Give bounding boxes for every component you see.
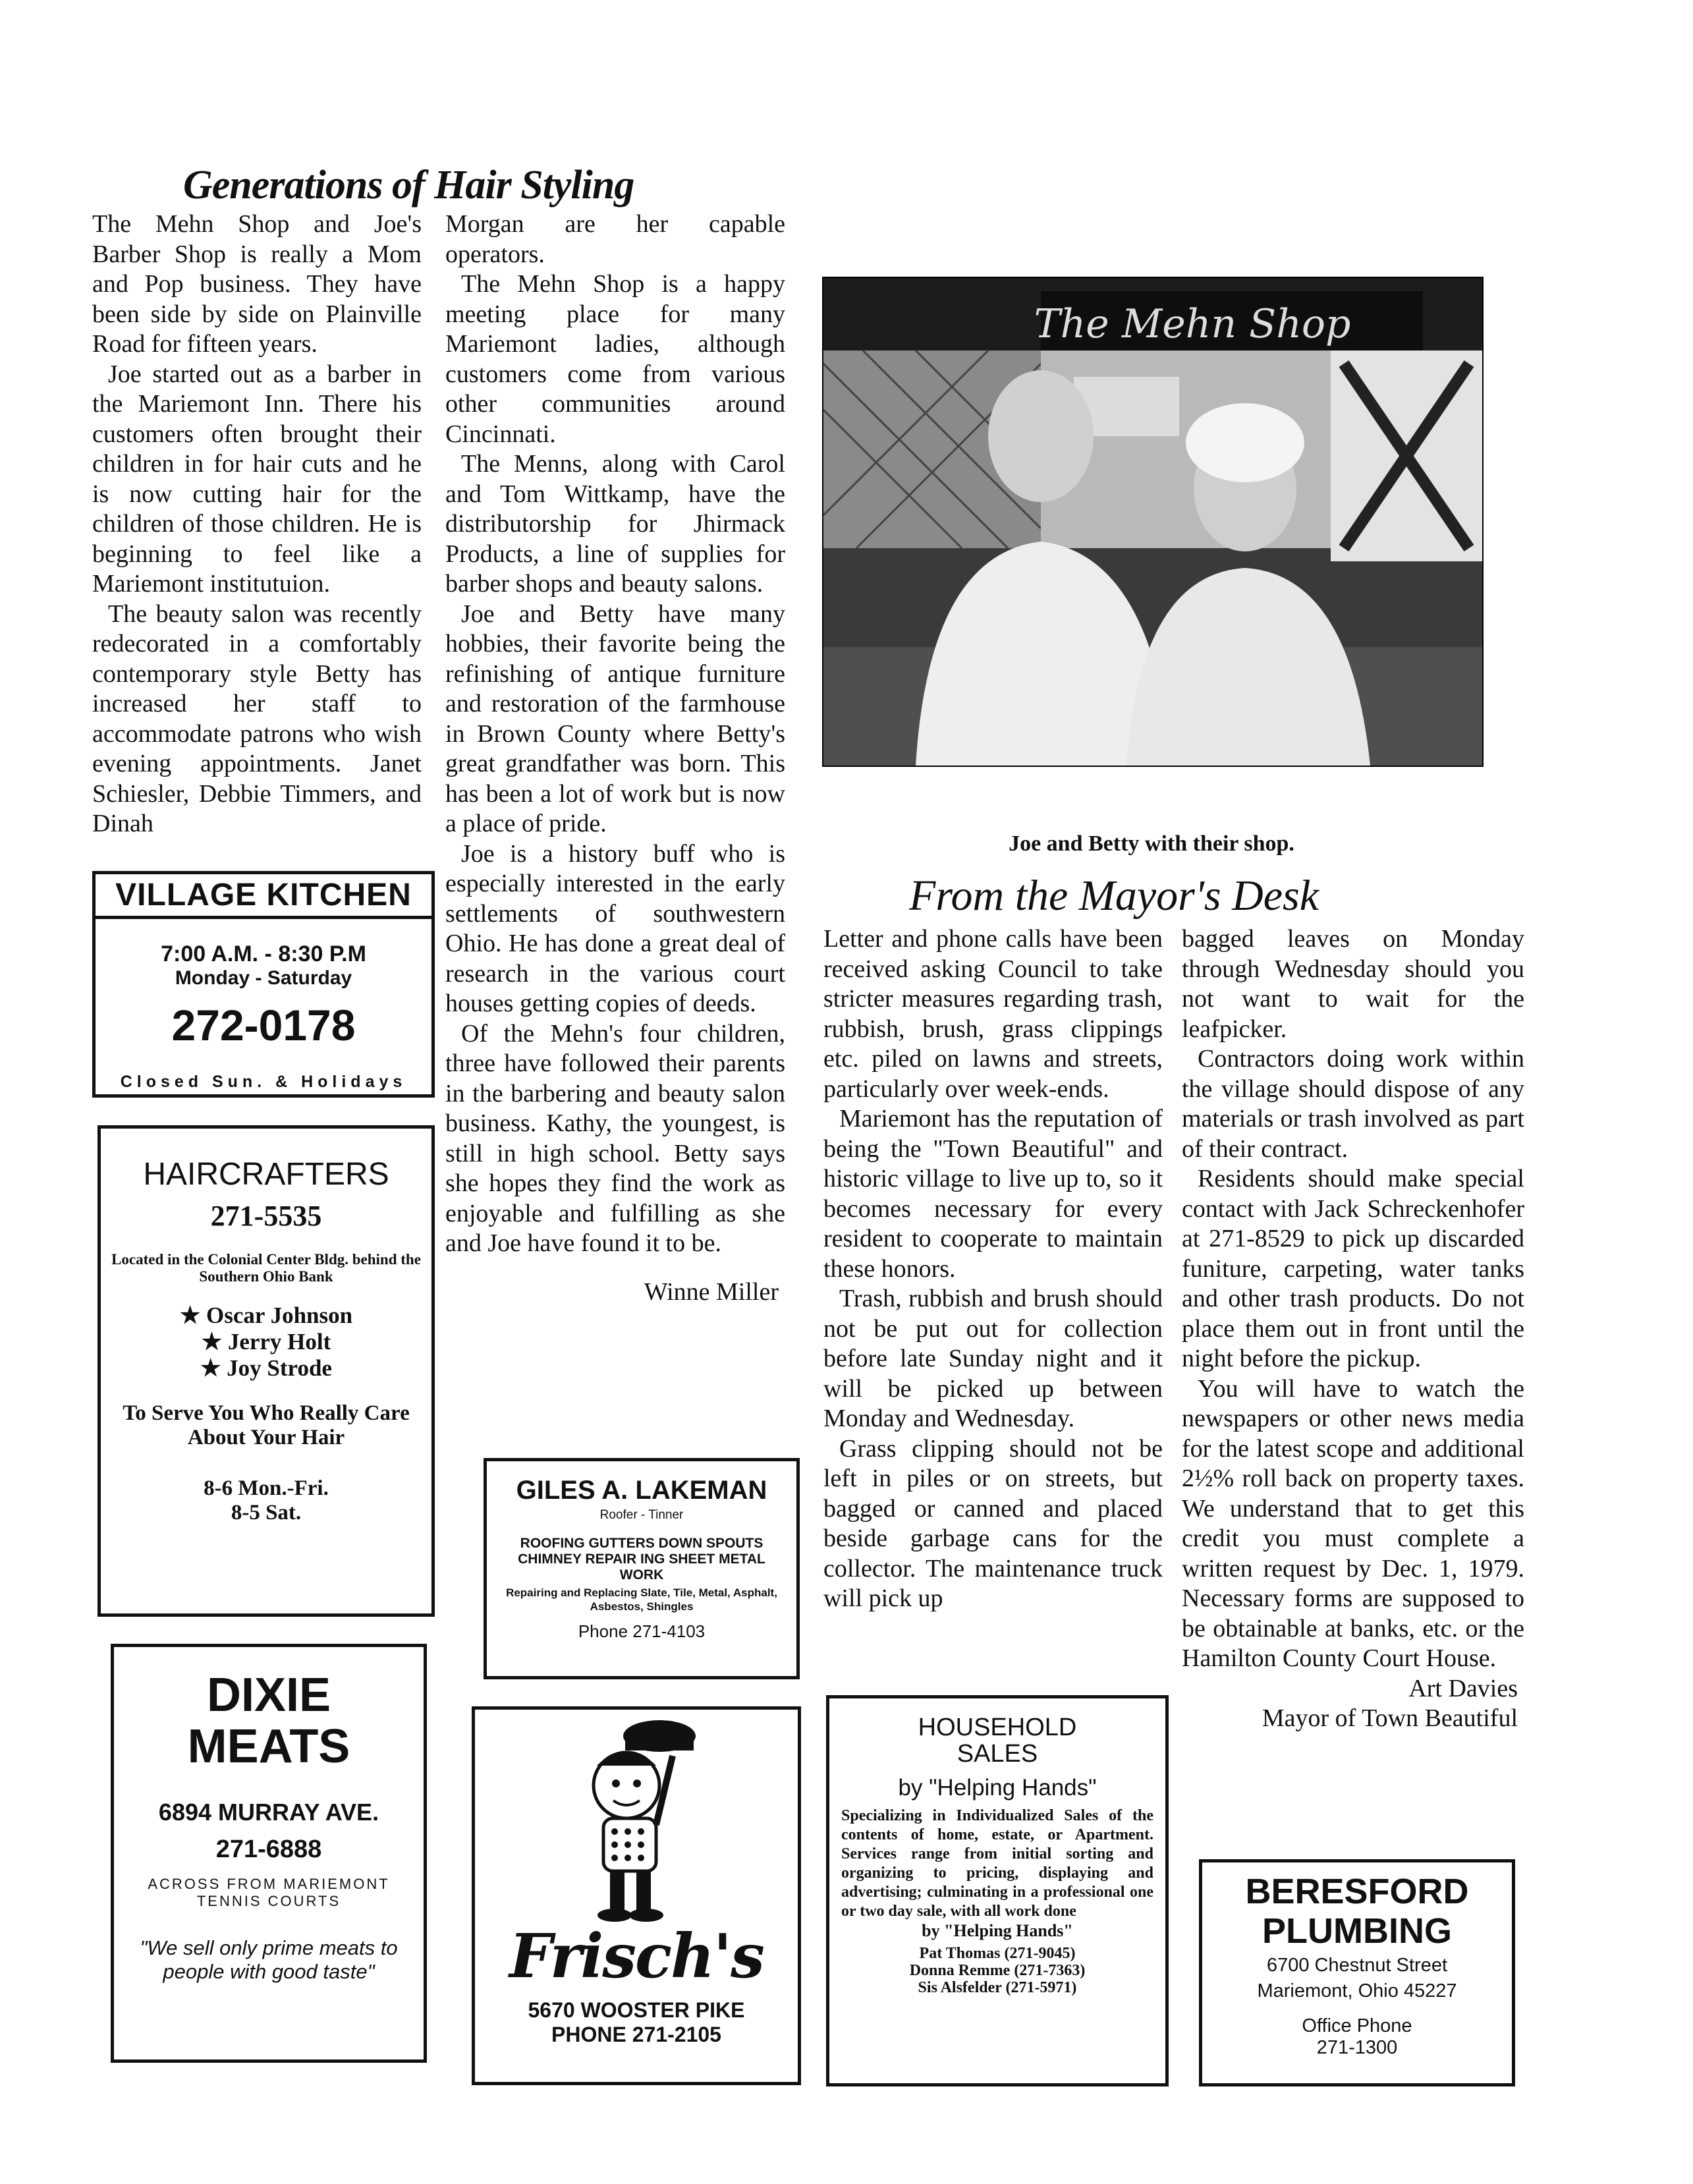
star-icon: ★ <box>201 1329 228 1355</box>
staff-name: Jerry Holt <box>227 1329 331 1355</box>
ad-dixie-meats <box>111 1644 427 2063</box>
ad-title: HOUSEHOLD <box>918 1714 1077 1741</box>
ad-closed-note: Closed Sun. & Holidays <box>120 1073 407 1091</box>
article-column-2 <box>445 210 785 1307</box>
ad-services: ROOFING GUTTERS DOWN SPOUTS CHIMNEY REPAIR ING SHEET METAL WORK <box>518 1536 765 1582</box>
ad-office-label: Office Phone <box>1302 2015 1412 2036</box>
article-paragraph: The Mehn Shop is a happy meeting place for many Mariemont ladies, although customers come from various other communities around Cincinnati. <box>445 270 785 448</box>
ad-village-kitchen <box>92 871 435 1098</box>
ad-slogan: "We sell only prime meats to people with good taste" <box>140 1936 398 1983</box>
article-paragraph: The Mehn Shop and Joe's Barber Shop is really a Mom and Pop business. They have been side by side on Plainville Road for fifteen years. <box>92 210 422 358</box>
article-paragraph: Morgan are her capable operators. <box>445 210 785 268</box>
frischs-logo: Frisch's <box>509 1920 763 1992</box>
ad-giles-lakeman <box>484 1458 800 1679</box>
article-paragraph: Trash, rubbish and brush should not be put out for collection before late Sunday night and it will be picked up between Monday and Wednesday. <box>823 1285 1163 1432</box>
ad-days: Monday - Saturday <box>175 967 352 989</box>
contact-item: Pat Thomas (271-9045) <box>919 1945 1076 1962</box>
ad-title: GILES A. LAKEMAN <box>516 1476 767 1505</box>
ad-location: ACROSS FROM MARIEMONT TENNIS COURTS <box>148 1876 390 1909</box>
shop-sign: The Mehn Shop <box>1034 301 1351 347</box>
mayor-signature-name: Art Davies <box>1408 1674 1518 1702</box>
ad-phone: 271-1300 <box>1316 2037 1398 2058</box>
article-column-1 <box>92 210 422 839</box>
staff-item <box>101 1302 431 1329</box>
article-paragraph: Joe started out as a barber in the Mariemont Inn. There his customers often brought their children in for hair cuts and he is now cutting hair for the children of those children. He is beginning to feel like a Mariemont institutuion. <box>92 360 422 598</box>
ad-household-sales <box>826 1695 1169 2086</box>
ad-hours: 8-6 Mon.-Fri. <box>204 1476 329 1500</box>
shop-photo-illustration <box>823 278 1482 766</box>
article-paragraph: Joe and Betty have many hobbies, their favorite being the refinishing of antique furniture and restoration of the farmhouse in Brown County where Betty's great grandfather was born. This has been a lot of work but is now a place of pride. <box>445 600 785 837</box>
article-paragraph: bagged leaves on Monday through Wednesday should you not want to wait for the leafpicker. <box>1182 925 1524 1043</box>
contact-item: Sis Alsfelder (271-5971) <box>918 1979 1077 1996</box>
ad-title: VILLAGE KITCHEN <box>96 874 431 919</box>
ad-hours: 8-5 Sat. <box>231 1501 302 1525</box>
article-paragraph: Joe is a history buff who is especially interested in the early settlements of southwestern Ohio. He has done a great deal of research in the various court houses getting copies of deeds. <box>445 839 785 1017</box>
mayor-signature-title: Mayor of Town Beautiful <box>1262 1704 1518 1732</box>
ad-title: SALES <box>957 1740 1038 1768</box>
ad-address: Mariemont, Ohio 45227 <box>1257 1980 1457 2002</box>
staff-item <box>101 1329 431 1355</box>
contact-item: Donna Remme (271-7363) <box>909 1962 1086 1979</box>
article-headline: Generations of Hair Styling <box>183 163 634 208</box>
article-paragraph: Residents should make special contact with Jack Schreckenhofer at 271-8529 to pick up discarded funiture, carpeting, water tanks and other trash products. Do not place them out in front until the night before the pickup. <box>1182 1165 1524 1372</box>
shop-photo <box>822 277 1484 767</box>
ad-address: 6700 Chestnut Street <box>1266 1955 1448 1976</box>
staff-name: Oscar Johnson <box>206 1302 353 1328</box>
ad-phone: 271-5535 <box>210 1200 322 1232</box>
article-byline: Winne Miller <box>644 1277 779 1306</box>
ad-body: Specializing in Individualized Sales of the contents of home, estate, or Apartment. Services range from initial sorting and organizing to pricing, displaying and advertising; culminating in a professional one or two day sale, with all work done <box>841 1807 1153 1920</box>
article-headline: From the Mayor's Desk <box>909 872 1319 920</box>
ad-phone: 272-0178 <box>171 1001 356 1050</box>
ad-by: by "Helping Hands" <box>898 1775 1097 1801</box>
ad-frischs <box>472 1706 801 2085</box>
article-paragraph: Contractors doing work within the village should dispose of any materials or trash involved as part of their contract. <box>1182 1045 1524 1163</box>
article-paragraph: The Menns, along with Carol and Tom Wittkamp, have the distributorship for Jhirmack Products, a line of supplies for barber shops and beauty salons. <box>445 450 785 598</box>
ad-address: 5670 WOOSTER PIKE <box>528 1998 745 2022</box>
ad-phone: PHONE 271-2105 <box>551 2023 721 2046</box>
mayor-column-2 <box>1182 924 1524 1734</box>
ad-phone: 271-6888 <box>215 1835 322 1863</box>
article-paragraph: Of the Mehn's four children, three have followed their parents in the barbering and beauty salon business. Kathy, the youngest, is still in high school. Betty says she hopes they find the work as enjoyable and fulfilling as she and Joe have found it to be. <box>445 1019 785 1257</box>
ad-title: BERESFORD <box>1245 1872 1469 1911</box>
article-paragraph: Letter and phone calls have been received asking Council to take stricter measures regarding trash, rubbish, brush, grass clippings etc. piled on lawns and streets, particularly over week-ends. <box>823 925 1163 1103</box>
staff-item <box>101 1355 431 1382</box>
ad-by: by "Helping Hands" <box>922 1921 1073 1940</box>
ad-tagline: To Serve You Who Really Care About Your Hair <box>123 1401 410 1449</box>
ad-hours: 7:00 A.M. - 8:30 P.M <box>161 941 366 966</box>
star-icon: ★ <box>179 1302 207 1328</box>
ad-repairs: Repairing and Replacing Slate, Tile, Metal, Asphalt, Asbestos, Shingles <box>506 1586 777 1613</box>
ad-title: PLUMBING <box>1262 1911 1452 1951</box>
ad-trade: Roofer - Tinner <box>599 1508 684 1522</box>
star-icon: ★ <box>200 1355 227 1381</box>
article-paragraph: You will have to watch the newspapers or other news media for the latest scope and additional 2½% roll back on property taxes. We understand that to get this credit you must complete a written request by Dec. 1, 1979. Necessary forms are supposed to be obtainable at banks, etc. or the Hamilton County Court House. <box>1182 1374 1524 1672</box>
ad-beresford-plumbing <box>1199 1859 1515 2086</box>
staff-name: Joy Strode <box>227 1355 332 1381</box>
ad-title: MEATS <box>187 1720 350 1773</box>
article-paragraph: Mariemont has the reputation of being the "Town Beautiful" and historic village to live up to, so it becomes necessary for every resident to cooperate to maintain these honors. <box>823 1105 1163 1283</box>
ad-phone: Phone 271-4103 <box>578 1621 706 1641</box>
ad-haircrafters <box>97 1125 435 1617</box>
ad-title: DIXIE <box>206 1669 331 1722</box>
big-boy-mascot <box>475 1710 798 1927</box>
ad-title: HAIRCRAFTERS <box>143 1157 389 1192</box>
ad-location: Located in the Colonial Center Bldg. behind the Southern Ohio Bank <box>111 1251 421 1285</box>
article-paragraph: Grass clipping should not be left in piles or on streets, but bagged or canned and placed beside garbage cans for the collector. The maintenance truck will pick up <box>823 1434 1163 1612</box>
mayor-column-1 <box>823 924 1163 1614</box>
photo-caption: Joe and Betty with their shop. <box>1009 831 1294 856</box>
article-paragraph: The beauty salon was recently redecorated in a comfortably contemporary style Betty has increased her staff to accommodate patrons who wish evening appointments. Janet Schiesler, Debbie Timmers, and Dinah <box>92 600 422 837</box>
ad-address: 6894 MURRAY AVE. <box>158 1799 379 1826</box>
